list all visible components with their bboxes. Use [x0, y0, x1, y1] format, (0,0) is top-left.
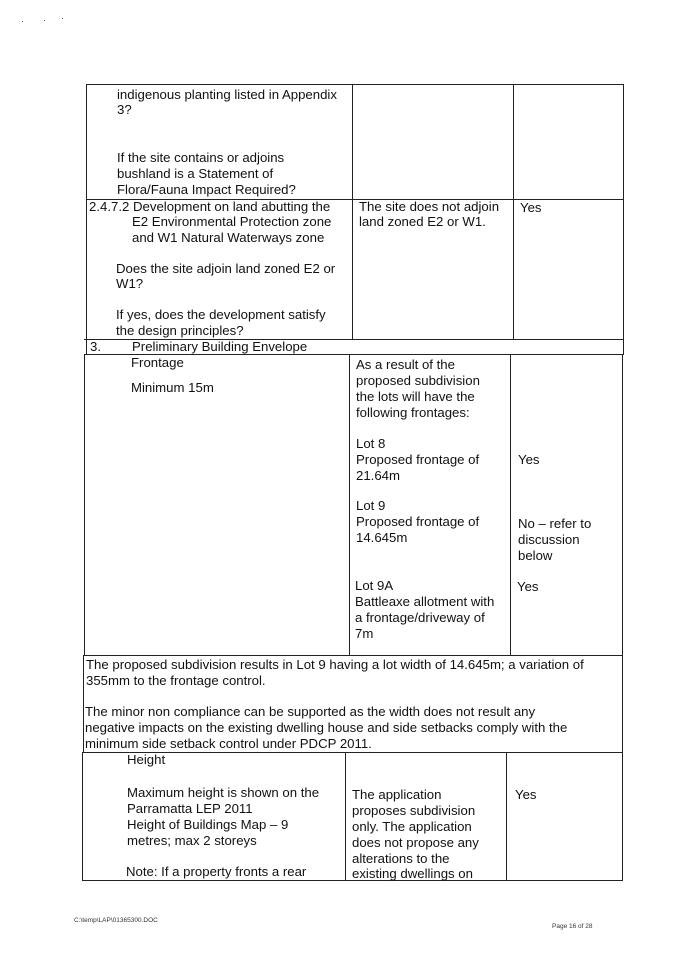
table-border-left [82, 752, 83, 881]
requirement-line: metres; max 2 storeys [127, 833, 257, 848]
proposal-line: The application [352, 787, 442, 802]
column-divider [352, 84, 353, 340]
section-title: Preliminary Building Envelope [132, 339, 308, 354]
column-divider [345, 752, 346, 881]
proposal-line: 21.64m [356, 468, 400, 483]
proposal-line: 14.645m [356, 530, 408, 545]
requirement-line: W1? [116, 276, 144, 291]
table-border-left [86, 84, 87, 355]
requirement-line: bushland is a Statement of [117, 166, 274, 181]
proposal-line: The site does not adjoin [359, 199, 500, 214]
lot8-compliance: Yes [518, 452, 540, 467]
frontage-requirement: Minimum 15m [131, 380, 214, 395]
column-divider [349, 354, 350, 656]
table-border-top [86, 84, 624, 85]
scan-speck [22, 21, 23, 22]
requirement-line: E2 Environmental Protection zone [132, 214, 332, 229]
requirement-line: Flora/Fauna Impact Required? [117, 182, 296, 197]
proposal-line: following frontages: [356, 405, 470, 420]
lot9a-compliance: Yes [517, 579, 539, 594]
requirement-line: Parramatta LEP 2011 [127, 801, 253, 816]
discussion-line: The minor non compliance can be supported as the width does not result any [85, 704, 536, 719]
compliance-value: Yes [520, 200, 542, 215]
table-border-right [622, 354, 623, 881]
proposal-line: alterations to the [352, 851, 450, 866]
discussion-line: 355mm to the frontage control. [86, 673, 266, 688]
requirement-line: Height of Buildings Map – 9 [127, 817, 289, 832]
proposal-line: Proposed frontage of [356, 452, 480, 467]
column-divider [510, 354, 511, 656]
proposal-line: proposed subdivision [356, 373, 480, 388]
clause-heading: 2.4.7.2 Development on land abutting the [89, 199, 331, 214]
scan-speck [62, 18, 63, 19]
requirement-line: the design principles? [116, 323, 244, 338]
footer-file-path: C:\temp\LAP\01365300.DOC [74, 917, 158, 924]
requirement-line: Maximum height is shown on the [127, 785, 320, 800]
proposal-line: 7m [355, 626, 374, 641]
column-divider [506, 752, 507, 881]
requirement-line: Note: If a property fronts a rear [126, 864, 307, 879]
footer-page-number: Page 16 of 28 [552, 923, 593, 930]
table-border-left [83, 655, 84, 753]
proposal-line: land zoned E2 or W1. [359, 214, 486, 229]
requirement-line: If the site contains or adjoins [117, 150, 285, 165]
compliance-line: No – refer to [518, 516, 592, 531]
height-title: Height [127, 752, 166, 767]
proposal-line: Battleaxe allotment with [355, 594, 495, 609]
requirement-line: 3? [117, 102, 132, 117]
compliance-line: below [518, 548, 553, 563]
discussion-line: The proposed subdivision results in Lot 9 having a lot width of 14.645m; a variation of [86, 657, 584, 672]
requirement-line: indigenous planting listed in Appendix [117, 87, 337, 102]
discussion-line: negative impacts on the existing dwelling house and side setbacks comply with the [85, 720, 568, 735]
table-border-right [623, 84, 624, 355]
requirement-line: and W1 Natural Waterways zone [132, 230, 325, 245]
proposal-line: Proposed frontage of [356, 514, 480, 529]
discussion-line: minimum side setback control under PDCP 2011. [85, 736, 372, 751]
scan-speck [44, 20, 45, 21]
lot-label: Lot 8 [356, 436, 386, 451]
proposal-line: the lots will have the [356, 389, 475, 404]
proposal-line: only. The application [352, 819, 472, 834]
lot-label: Lot 9A [355, 578, 394, 593]
lot-label: Lot 9 [356, 498, 386, 513]
proposal-line: proposes subdivision [352, 803, 476, 818]
section-number: 3. [90, 339, 101, 354]
proposal-line: As a result of the [356, 357, 455, 372]
row-divider [83, 655, 623, 656]
compliance-line: discussion [518, 532, 580, 547]
proposal-line: a frontage/driveway of [355, 610, 485, 625]
proposal-line: does not propose any [352, 835, 479, 850]
table-border-left [84, 354, 85, 656]
height-compliance: Yes [515, 787, 537, 802]
frontage-title: Frontage [131, 355, 184, 370]
column-divider [513, 84, 514, 340]
proposal-line: existing dwellings on [352, 866, 473, 881]
requirement-line: If yes, does the development satisfy [116, 307, 326, 322]
requirement-line: Does the site adjoin land zoned E2 or [116, 261, 336, 276]
